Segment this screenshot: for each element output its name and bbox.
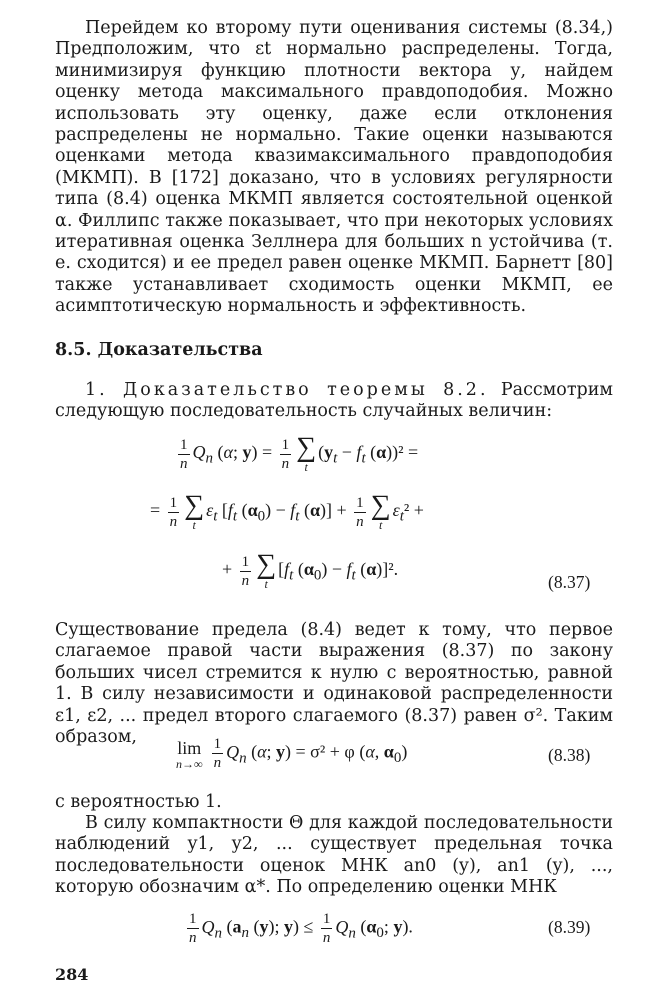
equation-number-8-37: (8.37) <box>548 572 591 592</box>
proof-rest: Рассмотрим следующую последовательность случайных величин: <box>55 380 613 422</box>
equation-8-37-line1: $\frac{1}{n}$ $Q_n$ (α; y) = $\frac{1}{n}$ ∑ t ($y_t - f_t$ (α))² = <box>180 432 419 474</box>
paragraph-probability: с вероятностью 1. <box>55 792 222 812</box>
page-number: 284 <box>55 965 89 984</box>
equation-8-37-line3: + $\frac{1}{n}$ ∑ t [$f_t$ $(\alpha_0) - f_t$ (α)]². <box>222 549 399 591</box>
paragraph-compactness: В силу компактности Θ для каждой последовательности наблюдений y1, y2, ... существует предельная точка последовательности оценок МНК an0 (y), an1 (y), ..., которую обозначим α*. По определению оценки МНК <box>55 813 613 898</box>
section-heading: 8.5. Доказательства <box>55 340 263 360</box>
paragraph-limit: Существование предела (8.4) ведет к тому, что первое слагаемое правой части выражения (8.37) по закону больших чисел стремится к нулю с вероятностью, равной 1. В силу независимости и одинаковой распределенности ε1, ε2, ... предел второго слагаемого (8.37) равен σ². Таким образом, <box>55 620 613 748</box>
paragraph-quasi-ml: Перейдем ко второму пути оценивания системы (8.34,) Предположим, что εt нормально распределены. Тогда, минимизируя функцию плотности вектора у, найдем оценку метода максимального правдоподобия. Можно использовать эту оценку, даже если отклонения распределены не нормально. Такие оценки называются оценками метода квазимаксимального правдоподобия (МКМП). В [172] доказано, что в условиях регулярности типа (8.4) оценка МКМП является состоятельной оценкой α. Филлипс также показывает, что при некоторых условиях итеративная оценка Зеллнера для больших n устойчива (т. е. сходится) и ее предел равен оценке МКМП. Барнетт [80] также устанавливает сходимость оценки МКМП, ее асимптотическую нормальность и эффективность. <box>55 18 613 317</box>
equation-8-39: $\frac{1}{n}$ $Q_n$ ($a_n$ (y); y) ≤ $\frac{1}{n}$ $Q_n$ ($\alpha_0$; y). <box>189 911 413 946</box>
equation-8-37-line2: = $\frac{1}{n}$ ∑ t $\varepsilon_t$ [$f_t$ $(\alpha_0) - f_t$ (α)] + $\frac{1}{n}$ ∑ t $\varepsilon_t^2$ + <box>150 490 424 532</box>
equation-8-38: lim n→∞ $\frac{1}{n}$ $Q_n$ (α; y) = σ² + φ (α, $\alpha_0$) <box>176 736 408 771</box>
proof-lead: 1. Доказательство теоремы 8.2. <box>85 380 489 400</box>
equation-number-8-39: (8.39) <box>548 917 591 937</box>
equation-number-8-38: (8.38) <box>548 745 591 765</box>
paragraph-proof-intro <box>55 380 613 423</box>
